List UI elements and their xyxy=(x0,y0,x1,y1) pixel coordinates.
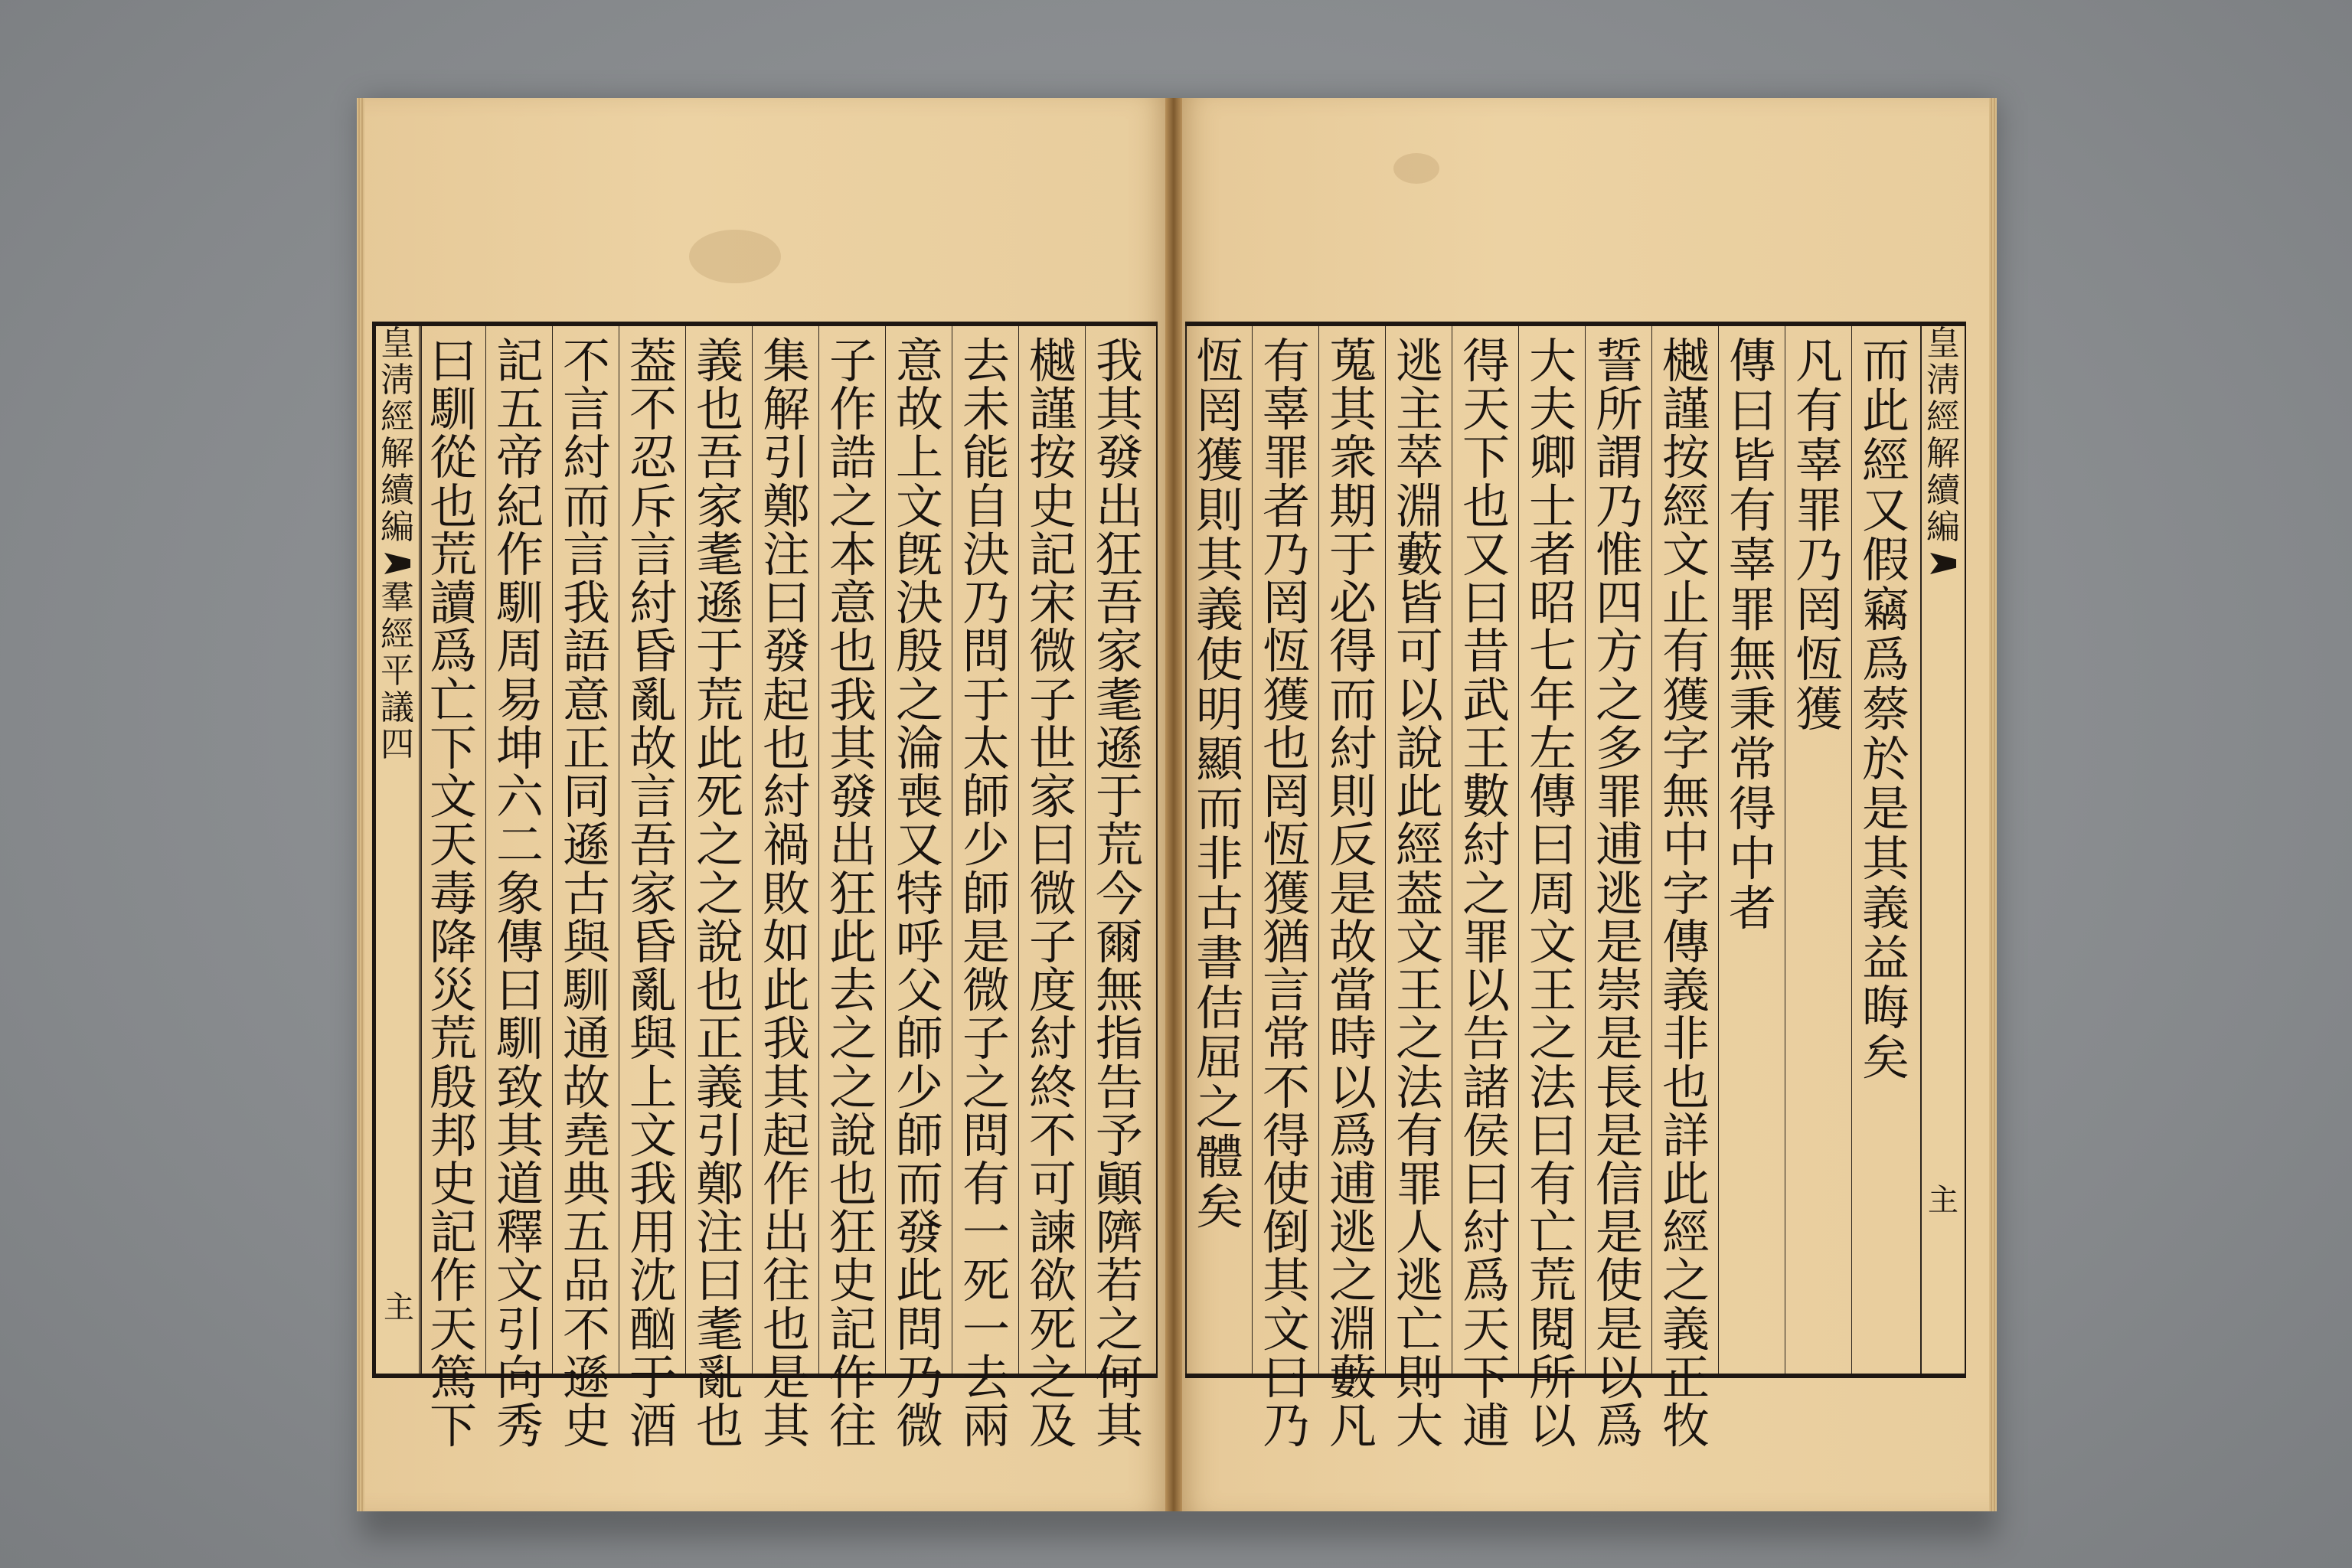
left-margin-subtitle: 羣 經 平 議 四 xyxy=(381,578,414,764)
left-page-edge xyxy=(357,98,364,1511)
text-column: 樾 謹 按 史 記 宋 微 子 世 家 曰 微 子 度 紂 終 不 可 諫 欲 死 之 及 xyxy=(1028,333,1076,1455)
column-rule xyxy=(1718,326,1719,1374)
column-rule xyxy=(552,326,553,1374)
left-margin-column xyxy=(376,326,419,1374)
text-column: 恆 罔 獲 則 其 義 使 明 顯 而 非 古 書 佶 屈 之 體 矣 xyxy=(1195,333,1243,1235)
left-page-number: 主 xyxy=(384,1290,414,1325)
column-rule xyxy=(1085,326,1086,1374)
paper-stain xyxy=(1393,153,1439,184)
column-rule xyxy=(485,326,486,1374)
column-rule xyxy=(1651,326,1652,1374)
column-rule xyxy=(1385,326,1386,1374)
text-column: 大 夫 卿 士 者 昭 七 年 左 傳 曰 周 文 王 之 法 曰 有 亡 荒 閱 所 以 xyxy=(1528,333,1576,1455)
text-column: 曰 馴 從 也 荒 讀 爲 亡 下 文 天 毒 降 災 荒 殷 邦 史 記 作 天 篤 下 xyxy=(429,333,477,1455)
column-rule xyxy=(885,326,886,1374)
text-column: 我 其 發 出 狂 吾 家 耄 遜 于 荒 今 爾 無 指 告 予 顚 隮 若 之 何 其 xyxy=(1095,333,1143,1455)
text-column: 子 作 誥 之 本 意 也 我 其 發 出 狂 此 去 之 之 說 也 狂 史 記 作 往 xyxy=(828,333,877,1455)
text-column: 誓 所 謂 乃 惟 四 方 之 多 罪 逋 逃 是 崇 是 長 是 信 是 使 是 以 爲 xyxy=(1595,333,1643,1455)
column-rule xyxy=(1252,326,1253,1374)
column-rule xyxy=(419,326,420,1374)
column-rule xyxy=(685,326,686,1374)
book-gutter xyxy=(1165,98,1182,1511)
text-column: 而 此 經 又 假 竊 爲 蔡 於 是 其 義 益 晦 矣 xyxy=(1861,333,1909,1086)
column-rule xyxy=(818,326,819,1374)
text-column: 記 五 帝 紀 作 馴 周 易 坤 六 二 象 傳 曰 馴 致 其 道 釋 文 引 向 秀 xyxy=(495,333,544,1455)
text-column: 傳 曰 皆 有 辜 罪 無 秉 常 得 中 者 xyxy=(1728,333,1776,936)
right-text-frame xyxy=(1185,322,1966,1455)
text-column: 得 天 下 也 又 曰 昔 武 王 數 紂 之 罪 以 告 諸 侯 曰 紂 爲 天 下 逋 xyxy=(1462,333,1510,1455)
column-rule xyxy=(1851,326,1852,1374)
right-page-edge xyxy=(1989,98,1997,1511)
left-text-frame xyxy=(372,322,1158,1455)
left-margin-title: 皇 淸 經 解 續 編 xyxy=(381,324,414,547)
text-column: 集 解 引 鄭 注 曰 發 起 也 紂 禍 敗 如 此 我 其 起 作 出 往 也 是 其 xyxy=(762,333,810,1455)
text-column: 義 也 吾 家 耄 遜 于 荒 此 死 之 之 說 也 正 義 引 鄭 注 曰 耄 亂 也 xyxy=(695,333,743,1455)
text-column: 逃 主 萃 淵 藪 皆 可 以 說 此 經 葢 文 王 之 法 有 罪 人 逃 亡 則 大 xyxy=(1395,333,1443,1455)
text-column: 凡 有 辜 罪 乃 罔 恆 獲 xyxy=(1795,333,1843,737)
column-rule xyxy=(1018,326,1019,1374)
column-rule xyxy=(1585,326,1586,1374)
text-column: 葢 不 忍 斥 言 紂 昏 亂 故 言 吾 家 昏 亂 與 上 文 我 用 沈 酗 于 酒 xyxy=(629,333,677,1455)
text-column: 有 辜 罪 者 乃 罔 恆 獲 也 罔 恆 獲 猶 言 常 不 得 使 倒 其 文 曰 乃 xyxy=(1262,333,1310,1455)
text-column: 去 未 能 自 決 乃 問 于 太 師 少 師 是 微 子 之 問 有 一 死 一 去 兩 xyxy=(962,333,1010,1455)
column-rule xyxy=(1185,326,1186,1374)
column-rule xyxy=(1518,326,1519,1374)
text-column: 樾 謹 按 經 文 止 有 獲 字 無 中 字 傳 義 非 也 詳 此 經 之 義 正 牧 xyxy=(1661,333,1710,1455)
column-rule xyxy=(1318,326,1319,1374)
column-rule xyxy=(752,326,753,1374)
text-column: 不 言 紂 而 言 我 語 意 正 同 遜 古 與 馴 通 故 堯 典 五 品 不 遜 史 xyxy=(562,333,610,1455)
text-column: 蒐 其 衆 期 于 必 得 而 紂 則 反 是 故 當 時 以 爲 逋 逃 之 淵 藪 凡 xyxy=(1328,333,1377,1455)
paper-stain xyxy=(689,230,781,283)
right-margin-title: 皇 淸 經 解 續 編 xyxy=(1926,324,1960,547)
fish-tail-mark-icon xyxy=(384,553,410,574)
text-column: 意 故 上 文 旣 決 殷 之 淪 喪 又 特 呼 父 師 少 師 而 發 此 問 乃 微 xyxy=(895,333,943,1455)
fish-tail-mark-icon xyxy=(1930,553,1956,574)
right-page-number: 主 xyxy=(1928,1183,1958,1218)
